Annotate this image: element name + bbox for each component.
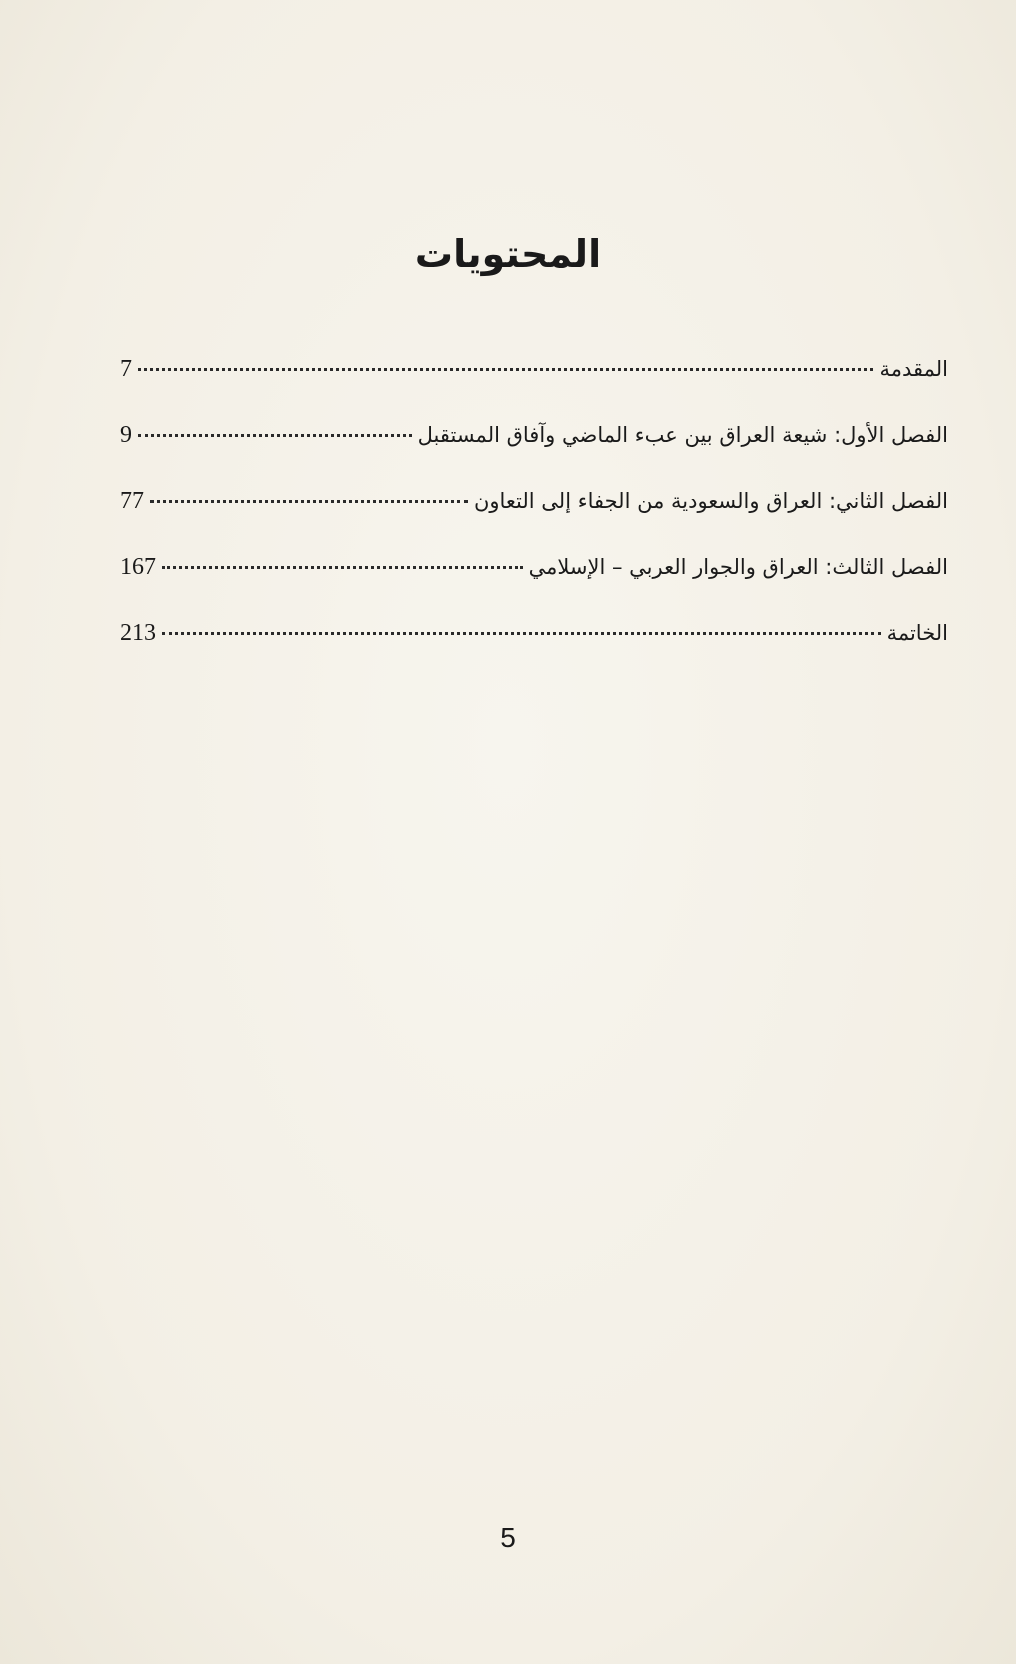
- toc-entry-introduction: [120, 356, 948, 422]
- toc-entry-title: الفصل الثالث: العراق والجوار العربي – الإسلامي: [528, 555, 948, 579]
- toc-entry-title: الفصل الثاني: العراق والسعودية من الجفاء إلى التعاون: [473, 489, 948, 513]
- page-number: 5: [500, 1522, 516, 1553]
- toc-entry-title: الفصل الأول: شيعة العراق بين عبء الماضي وآفاق المستقبل: [417, 423, 948, 447]
- toc-entry-page: 167: [120, 554, 156, 580]
- dot-leader: [162, 566, 523, 569]
- toc-entry-title: المقدمة: [879, 357, 948, 381]
- toc-entry-chapter-1: [120, 422, 948, 488]
- toc-entry-chapter-3: [120, 554, 948, 620]
- toc-entry-page: 7: [120, 356, 132, 382]
- toc-entry-page: 77: [120, 488, 144, 514]
- dot-leader: [138, 368, 873, 371]
- toc-entry-title: الخاتمة: [886, 621, 948, 645]
- dot-leader: [138, 434, 412, 437]
- toc-entry-chapter-2: [120, 488, 948, 554]
- table-of-contents: [120, 356, 948, 686]
- toc-entry-conclusion: [120, 620, 948, 686]
- dot-leader: [150, 500, 468, 503]
- toc-entry-page: 9: [120, 422, 132, 448]
- dot-leader: [162, 632, 881, 635]
- toc-entry-page: 213: [120, 620, 156, 646]
- page-title: المحتويات: [414, 232, 602, 276]
